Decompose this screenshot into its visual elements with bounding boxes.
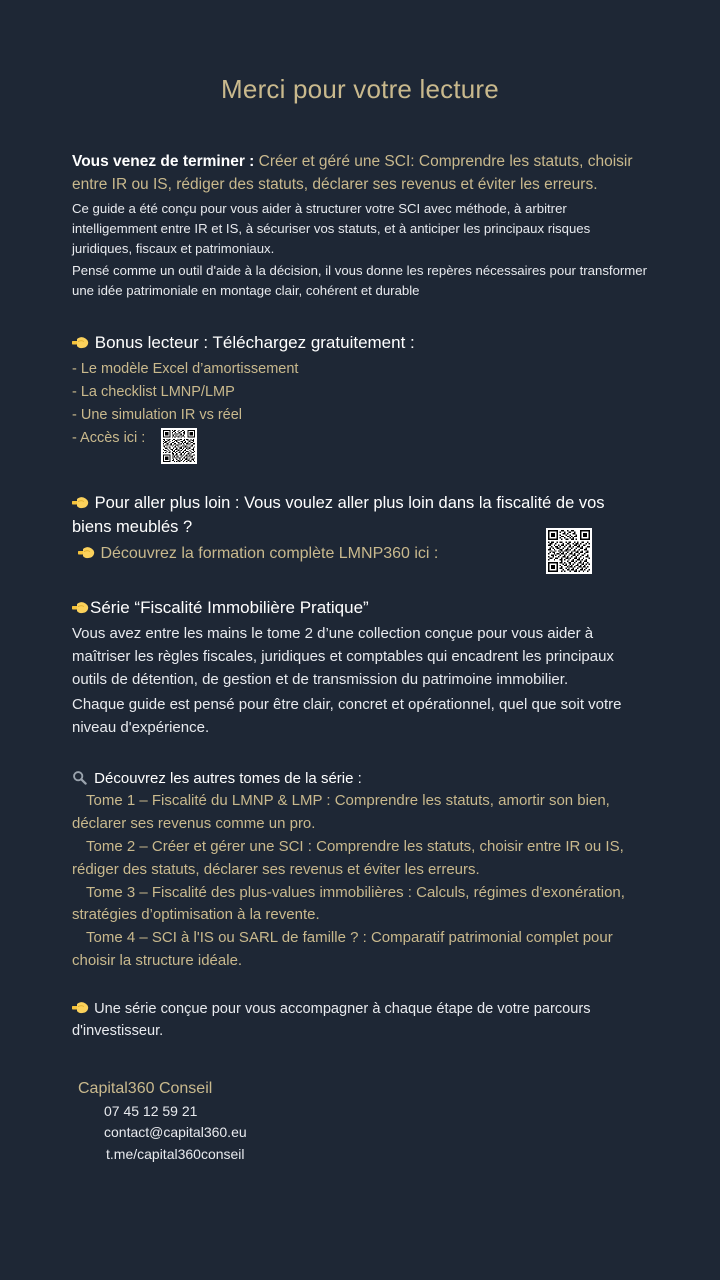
series-paragraph-1: Vous avez entre les mains le tome 2 d’une collection conçue pour vous aider à maîtriser les règles fiscales, juridiques et comptables qui encadrent les principaux outils de détention, de gestion et de transmission du patrimoine immobilier. — [72, 624, 614, 688]
intro-paragraph-2: Pensé comme un outil d'aide à la décision, il vous donne les repères nécessaires pour transformer une idée patrimoniale en montage clair, cohérent et durable — [72, 262, 648, 298]
contact-telegram[interactable]: t.me/capital360conseil — [106, 1145, 245, 1162]
closing-section — [72, 999, 648, 1043]
magnifier-icon — [72, 770, 87, 785]
intro-lead-value: Créer et géré une SCI: Comprendre les statuts, choisir entre IR ou IS, rédiger des statuts, déclarer ses revenus et éviter les erreurs. — [72, 153, 633, 193]
series-paragraph-2: Chaque guide est pensé pour être clair, concret et opérationnel, quel que soit votre niveau d'expérience. — [72, 696, 622, 737]
tomes-section — [72, 768, 648, 973]
intro-lead-label: Vous venez de terminer : — [72, 153, 255, 171]
series-heading — [72, 596, 648, 620]
intro-section — [72, 151, 648, 301]
series-section — [72, 596, 648, 740]
bonus-section — [72, 331, 648, 464]
pointing-hand-icon — [78, 545, 95, 560]
bonus-list-item: - Une simulation IR vs réel — [72, 407, 243, 424]
further-subheading-text: Découvrez la formation complète LMNP360 ici : — [100, 545, 439, 563]
contact-email[interactable]: contact@capital360.eu — [104, 1124, 247, 1141]
bonus-list-item: - La checklist LMNP/LMP — [72, 383, 235, 400]
intro-paragraph-1: Ce guide a été conçu pour vous aider à structurer votre SCI avec méthode, à arbitrer intelligemment entre IR et IS, à sécuriser vos statuts, et à anticiper les principaux risques juridiques, fiscaux et patrimoniaux. — [72, 200, 591, 256]
tomes-heading-text: Découvrez les autres tomes de la série : — [94, 769, 362, 787]
pointing-hand-icon — [72, 335, 89, 350]
tome-item: Tome 3 – Fiscalité des plus-values immobilières : Calculs, régimes d'exonération, stratégies d’optimisation à la revente. — [72, 883, 625, 924]
page-title: Merci pour votre lecture — [221, 74, 499, 104]
bonus-list — [72, 358, 648, 465]
tome-item: Tome 1 – Fiscalité du LMNP & LMP : Comprendre les statuts, amortir son bien, déclarer ses revenus comme un pro. — [72, 792, 610, 833]
closing-text: Une série conçue pour vous accompagner à chaque étape de votre parcours d'investisseur. — [72, 1000, 591, 1039]
tome-item: Tome 4 – SCI à l'IS ou SARL de famille ? : Comparatif patrimonial complet pour choisir la structure idéale. — [72, 929, 613, 969]
bonus-access-label: - Accès ici : — [72, 430, 146, 447]
pointing-hand-icon — [72, 600, 89, 615]
tomes-heading — [72, 768, 648, 791]
footer-section — [72, 1077, 648, 1166]
contact-phone[interactable]: 07 45 12 59 21 — [104, 1102, 198, 1119]
intro-lead-line — [72, 151, 648, 197]
pointing-hand-icon — [72, 495, 89, 510]
further-heading-text: Pour aller plus loin : Vous voulez aller plus loin dans la fiscalité de vos biens meublés ? — [72, 494, 605, 537]
series-heading-text: Série “Fiscalité Immobilière Pratique” — [90, 598, 369, 618]
tome-item: Tome 2 – Créer et gérer une SCI : Comprendre les statuts, choisir entre IR ou IS, rédiger des statuts, déclarer ses revenus et éviter les erreurs. — [72, 837, 624, 878]
further-section — [72, 492, 648, 566]
bonus-heading-text: Bonus lecteur : Téléchargez gratuitement : — [94, 333, 415, 353]
bonus-heading — [72, 331, 648, 356]
pointing-hand-icon — [72, 1000, 89, 1015]
bonus-access-row — [72, 427, 648, 464]
bonus-list-item: - Le modèle Excel d’amortissement — [72, 360, 299, 377]
formation-qr-code[interactable] — [546, 528, 592, 574]
brand-name: Capital360 Conseil — [78, 1079, 213, 1097]
bonus-qr-code[interactable] — [161, 428, 197, 464]
